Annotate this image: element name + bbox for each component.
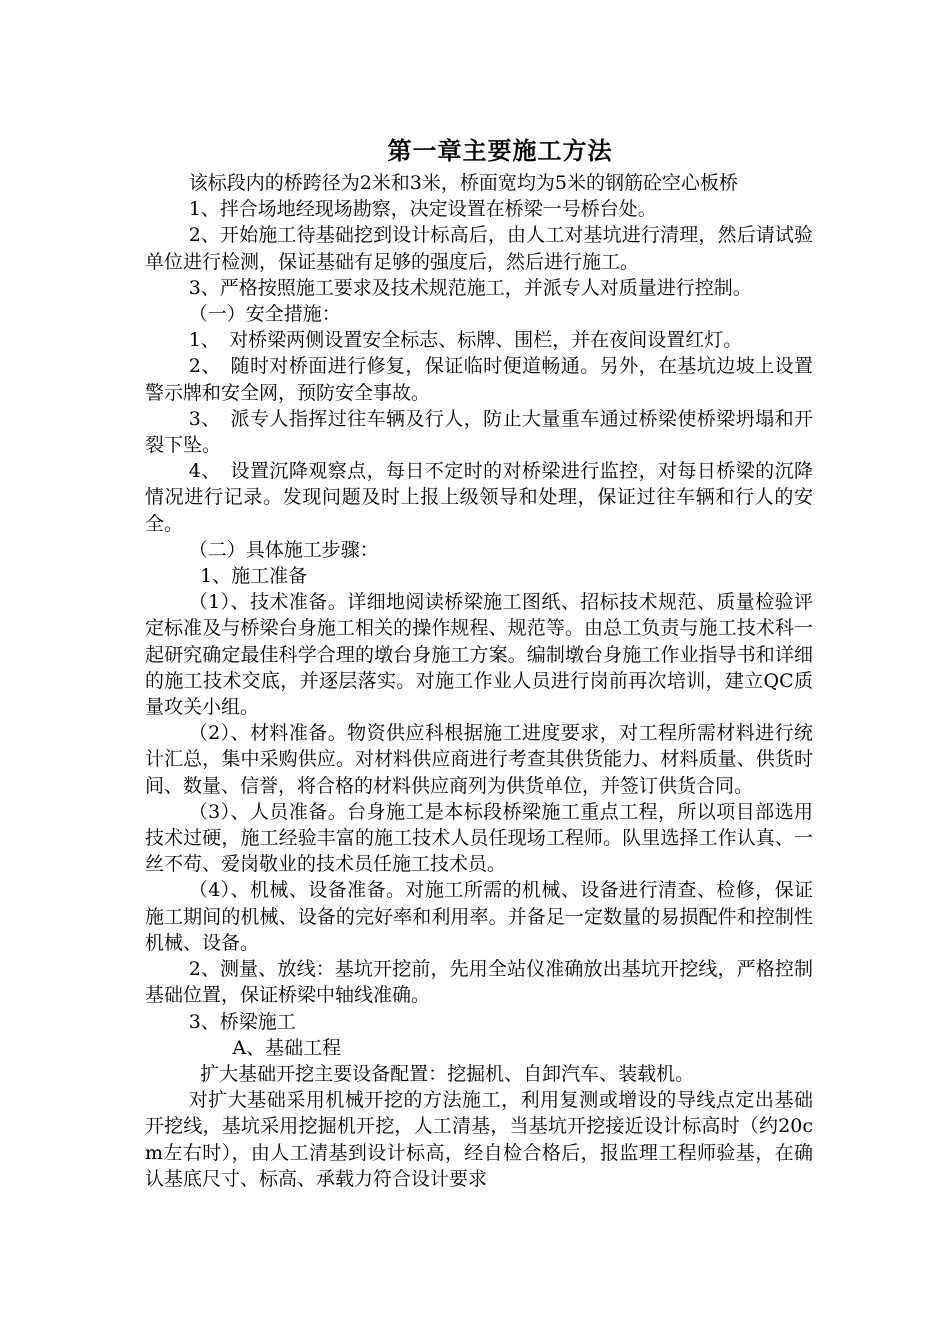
paragraph-item-3: 3、严格按照施工要求及技术规范施工，并派专人对质量进行控制。 — [188, 276, 752, 299]
preparation-technical: （1）、技术准备。详细地阅读桥梁施工图纸、招标技术规范、质量检验评定标准及与桥梁台身施工相关的操作规程、规范等。由总工负责与施工技术科一起研究确定最佳科学合理的墩台身施工方案。编制墩台身施工作业指导书和详细的施工技术交底，并逐层落实。对施工作业人员进行岗前再次培训，建立QC质量攻关小组。 — [145, 591, 813, 719]
preparation-materials: （2）、材料准备。物资供应科根据施工进度要求，对工程所需材料进行统计汇总，集中采购供应。对材料供应商进行考查其供货能力、材料质量、供货时间、数量、信誉，将合格的材料供应商列为供货单位，并签订供货合同。 — [145, 722, 813, 797]
foundation-excavation: 对扩大基础采用机械开挖的方法施工，利用复测或增设的导线点定出基础开挖线，基坑采用挖掘机开挖，人工清基，当基坑开挖接近设计标高时（约20cm左右时），由人工清基到设计标高，经自检合格后，报监理工程师验基，在确认基底尺寸、标高、承载力符合设计要求 — [145, 1089, 813, 1190]
paragraph-item-2: 2、开始施工待基础挖到设计标高后，由人工对基坑进行清理，然后请试验单位进行检测，保证基础有足够的强度后，然后进行施工。 — [145, 224, 813, 273]
chapter-title: 第一章主要施工方法 — [387, 136, 613, 165]
paragraph-item-1: 1、拌合场地经现场勘察，决定设置在桥梁一号桥台处。 — [188, 198, 657, 221]
subheading-foundation: A、基础工程 — [232, 1036, 342, 1059]
paragraph-intro: 该标段内的桥跨径为2米和3米，桥面宽均为5米的钢筋砼空心板桥 — [188, 172, 738, 194]
section-heading-steps: （二）具体施工步骤： — [188, 538, 379, 561]
safety-item-1: 1、 对桥梁两侧设置安全标志、标牌、围栏，并在夜间设置红灯。 — [188, 329, 743, 352]
step-surveying: 2、测量、放线：基坑开挖前，先用全站仪准确放出基坑开挖线，严格控制基础位置，保证桥梁中轴线准确。 — [145, 958, 813, 1007]
preparation-machinery: （4）、机械、设备准备。对施工所需的机械、设备进行清查、检修，保证施工期间的机械、设备的完好率和利用率。并备足一定数量的易损配件和控制性机械、设备。 — [145, 879, 813, 954]
safety-item-2: 2、 随时对桥面进行修复，保证临时便道畅通。另外，在基坑边坡上设置警示牌和安全网，预防安全事故。 — [145, 355, 813, 404]
step-heading-bridge: 3、桥梁施工 — [188, 1010, 296, 1033]
step-heading-preparation: 1、施工准备 — [200, 565, 308, 588]
document-body — [145, 170, 813, 1192]
preparation-personnel: （3）、人员准备。台身施工是本标段桥梁施工重点工程，所以项目部选用技术过硬，施工经验丰富的施工技术人员任现场工程师。队里选择工作认真、一丝不苟、爱岗敬业的技术员任施工技术员。 — [145, 800, 813, 876]
section-heading-safety: （一）安全措施： — [188, 303, 341, 326]
safety-item-3: 3、 派专人指挥过往车辆及行人，防止大量重车通过桥梁使桥梁坍塌和开裂下坠。 — [145, 407, 813, 457]
foundation-equipment: 扩大基础开挖主要设备配置：挖掘机、自卸汽车、装载机。 — [200, 1062, 695, 1085]
safety-item-4: 4、 设置沉降观察点，每日不定时的对桥梁进行监控，对每日桥梁的沉降情况进行记录。发现问题及时上报上级领导和处理，保证过往车辆和行人的安全。 — [145, 460, 813, 535]
